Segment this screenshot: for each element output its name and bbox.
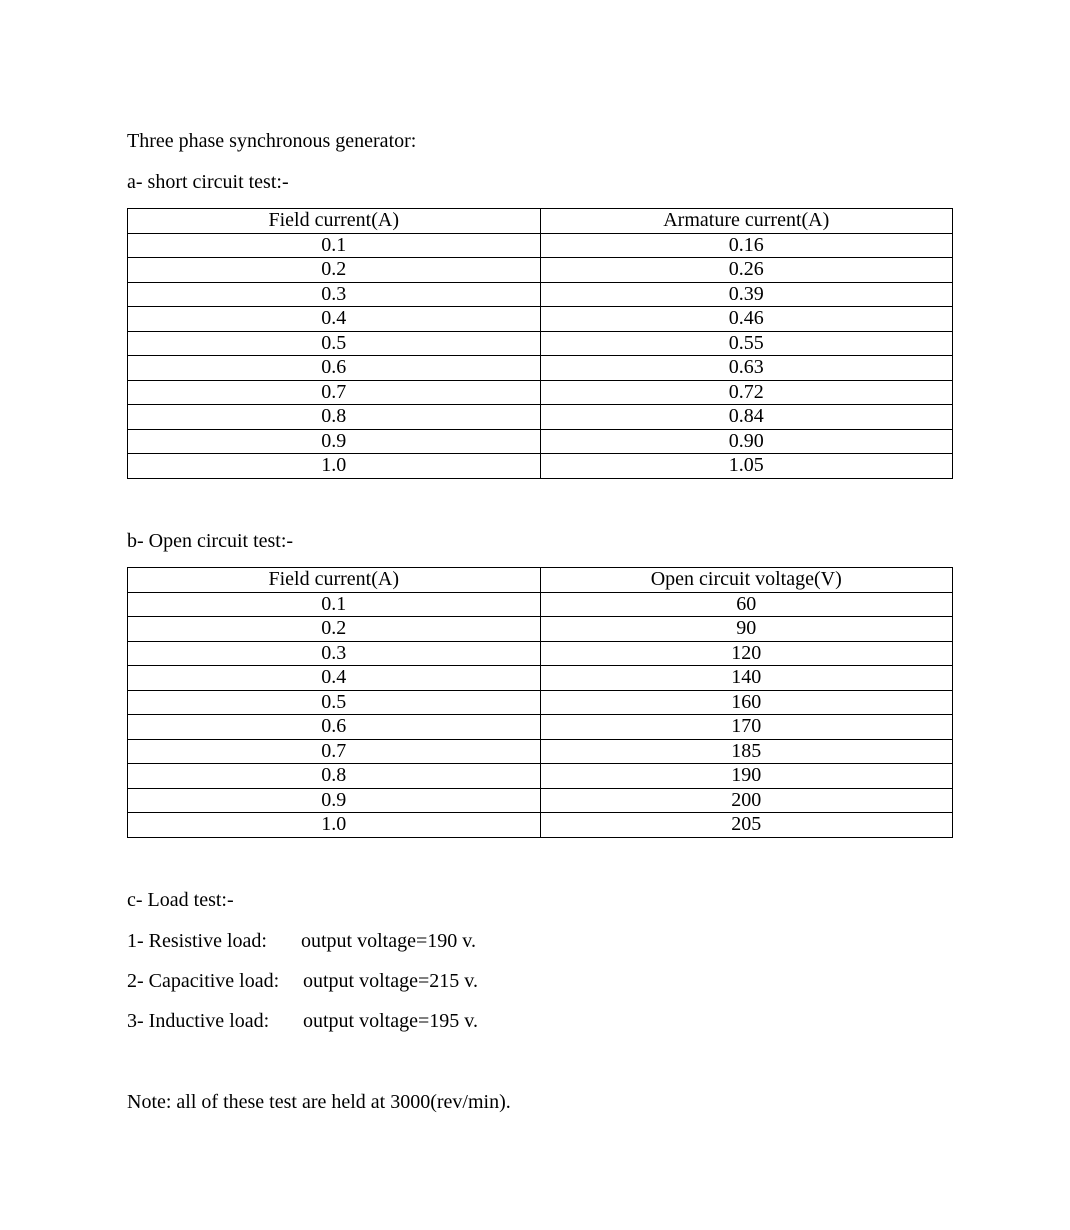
field-current-cell: 0.7	[128, 380, 541, 405]
table-header-row	[128, 568, 953, 593]
armature-current-cell: 0.90	[540, 429, 953, 454]
document-title: Three phase synchronous generator:	[127, 130, 417, 152]
table-row	[128, 307, 953, 332]
load-test-item	[127, 929, 476, 953]
field-current-cell: 0.6	[128, 715, 541, 740]
field-current-cell: 0.9	[128, 429, 541, 454]
field-current-cell: 0.5	[128, 690, 541, 715]
table-row	[128, 739, 953, 764]
table-row	[128, 715, 953, 740]
speed-note: Note: all of these test are held at 3000(rev/min).	[127, 1091, 511, 1113]
field-current-cell: 0.1	[128, 592, 541, 617]
open-circuit-voltage-cell: 60	[540, 592, 953, 617]
table-row	[128, 429, 953, 454]
table-row	[128, 233, 953, 258]
field-current-cell: 0.5	[128, 331, 541, 356]
table-row	[128, 641, 953, 666]
table-row	[128, 380, 953, 405]
load-type-label: 1- Resistive load:	[127, 930, 267, 952]
field-current-cell: 0.6	[128, 356, 541, 381]
table-row	[128, 405, 953, 430]
armature-current-cell: 0.26	[540, 258, 953, 283]
table-row	[128, 331, 953, 356]
column-header: Open circuit voltage(V)	[540, 568, 953, 593]
load-test-item	[127, 1009, 478, 1033]
field-current-cell: 0.3	[128, 282, 541, 307]
short-circuit-heading: a- short circuit test:-	[127, 171, 289, 193]
load-output-value: output voltage=215 v.	[303, 970, 478, 992]
field-current-cell: 0.9	[128, 788, 541, 813]
table-row	[128, 592, 953, 617]
field-current-cell: 0.8	[128, 405, 541, 430]
field-current-cell: 0.7	[128, 739, 541, 764]
armature-current-cell: 0.46	[540, 307, 953, 332]
field-current-cell: 0.3	[128, 641, 541, 666]
open-circuit-voltage-cell: 190	[540, 764, 953, 789]
column-header: Armature current(A)	[540, 209, 953, 234]
field-current-cell: 0.1	[128, 233, 541, 258]
open-circuit-heading: b- Open circuit test:-	[127, 530, 294, 552]
armature-current-cell: 1.05	[540, 454, 953, 479]
table-row	[128, 764, 953, 789]
table-row	[128, 788, 953, 813]
armature-current-cell: 0.55	[540, 331, 953, 356]
field-current-cell: 0.4	[128, 666, 541, 691]
load-output-value: output voltage=190 v.	[301, 930, 476, 952]
field-current-cell: 0.4	[128, 307, 541, 332]
open-circuit-voltage-cell: 90	[540, 617, 953, 642]
table-row	[128, 454, 953, 479]
open-circuit-voltage-cell: 160	[540, 690, 953, 715]
field-current-cell: 0.2	[128, 258, 541, 283]
table-header-row	[128, 209, 953, 234]
column-header: Field current(A)	[128, 209, 541, 234]
armature-current-cell: 0.16	[540, 233, 953, 258]
load-type-label: 2- Capacitive load:	[127, 970, 280, 992]
field-current-cell: 0.8	[128, 764, 541, 789]
armature-current-cell: 0.63	[540, 356, 953, 381]
table-row	[128, 258, 953, 283]
table-row	[128, 356, 953, 381]
table-row	[128, 617, 953, 642]
field-current-cell: 0.2	[128, 617, 541, 642]
open-circuit-voltage-cell: 200	[540, 788, 953, 813]
load-output-value: output voltage=195 v.	[303, 1010, 478, 1032]
field-current-cell: 1.0	[128, 813, 541, 838]
column-header: Field current(A)	[128, 568, 541, 593]
load-test-item	[127, 969, 478, 993]
short-circuit-table	[127, 208, 953, 479]
load-test-heading: c- Load test:-	[127, 889, 234, 911]
open-circuit-voltage-cell: 185	[540, 739, 953, 764]
armature-current-cell: 0.39	[540, 282, 953, 307]
table-row	[128, 282, 953, 307]
load-type-label: 3- Inductive load:	[127, 1010, 270, 1032]
table-row	[128, 666, 953, 691]
open-circuit-voltage-cell: 170	[540, 715, 953, 740]
open-circuit-voltage-cell: 140	[540, 666, 953, 691]
open-circuit-voltage-cell: 120	[540, 641, 953, 666]
open-circuit-table	[127, 567, 953, 838]
table-row	[128, 813, 953, 838]
armature-current-cell: 0.84	[540, 405, 953, 430]
field-current-cell: 1.0	[128, 454, 541, 479]
armature-current-cell: 0.72	[540, 380, 953, 405]
open-circuit-voltage-cell: 205	[540, 813, 953, 838]
table-row	[128, 690, 953, 715]
